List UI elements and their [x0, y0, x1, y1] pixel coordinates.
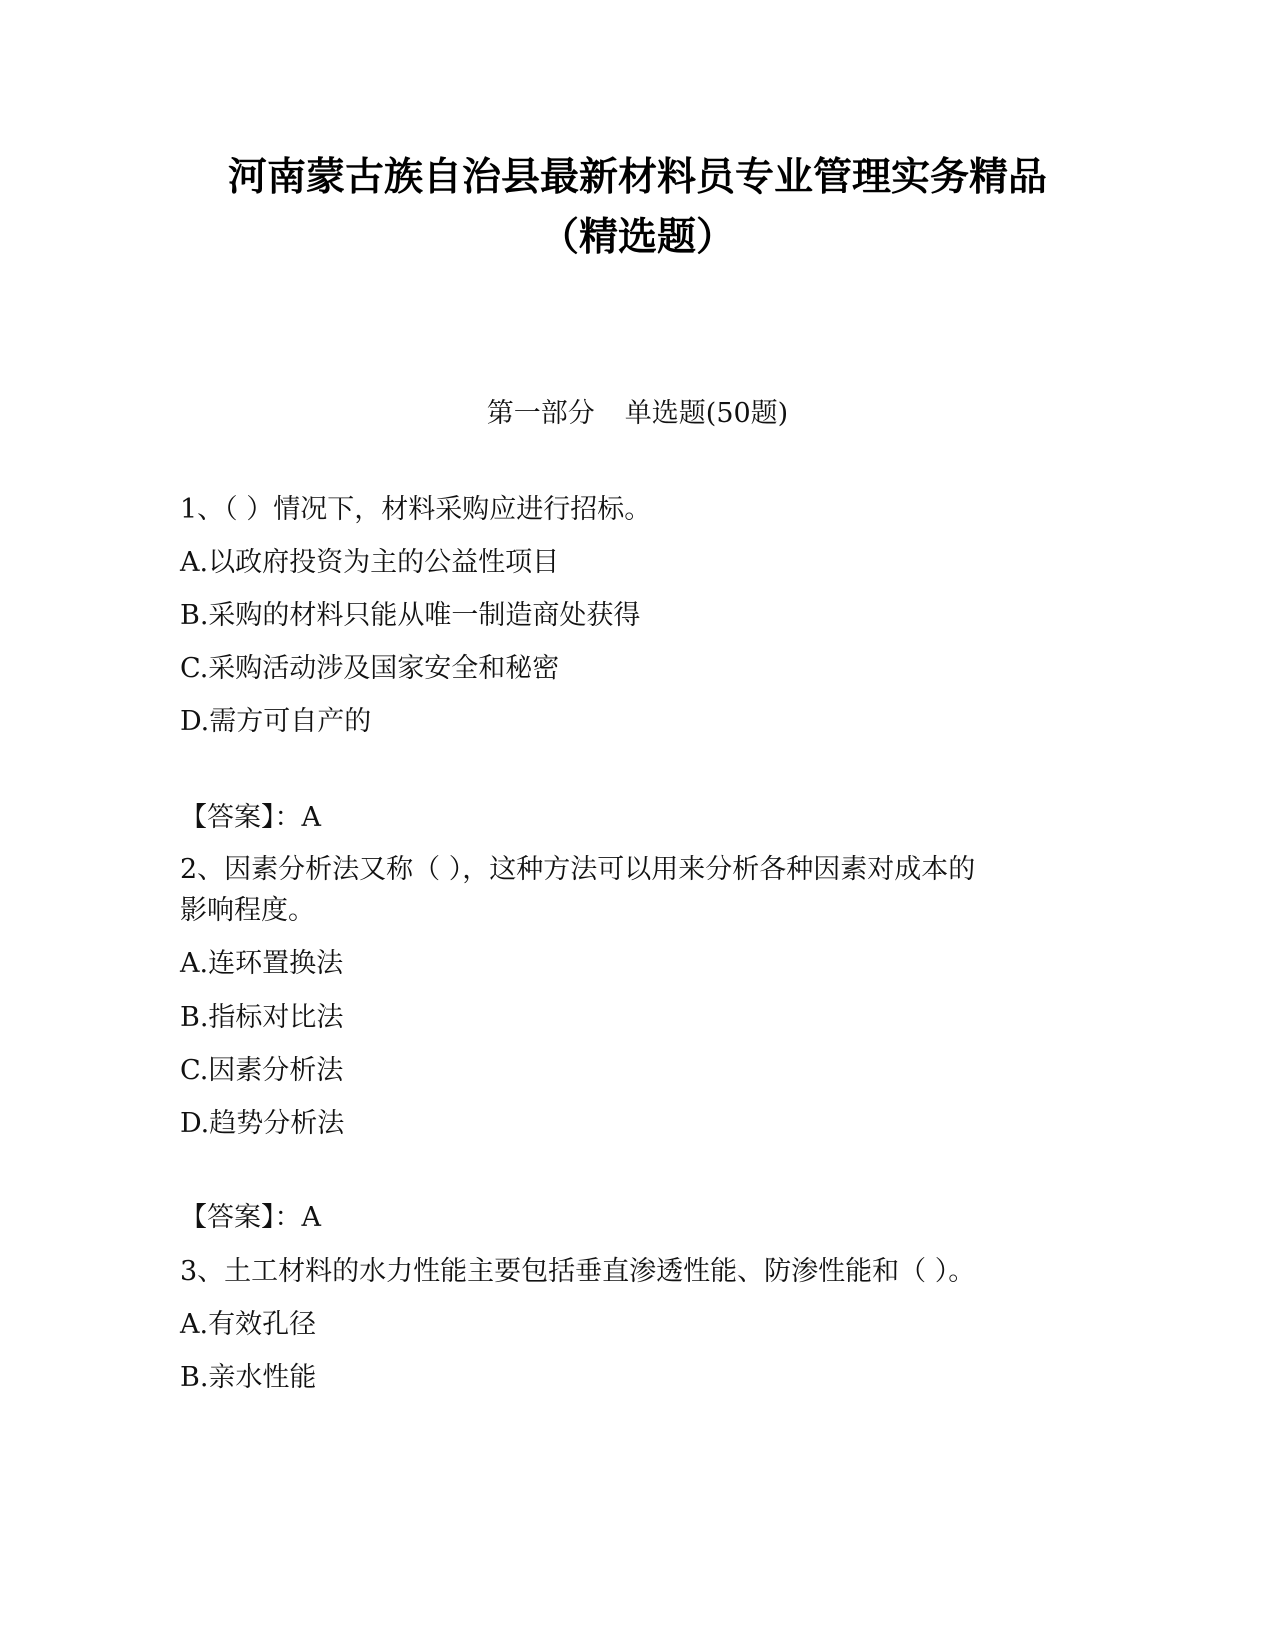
question-2-option-a: A.连环置换法	[180, 948, 344, 979]
question-1-option-d: D.需方可自产的	[180, 706, 372, 737]
question-2-option-b: B.指标对比法	[180, 1002, 344, 1033]
document-title	[130, 148, 1145, 268]
question-3-option-b: B.亲水性能	[180, 1362, 317, 1393]
question-3-option-a: A.有效孔径	[180, 1309, 317, 1340]
title-line-2: （精选题）	[539, 215, 735, 260]
question-1-option-c: C.采购活动涉及国家安全和秘密	[180, 653, 560, 684]
question-3-stem: 3、土工材料的水力性能主要包括垂直渗透性能、防渗性能和（ ）。	[180, 1256, 976, 1287]
title-line-1: 河南蒙古族自治县最新材料员专业管理实务精品	[227, 155, 1047, 200]
question-2-stem-line-2: 影响程度。	[180, 895, 315, 926]
question-1-option-b: B.采购的材料只能从唯一制造商处获得	[180, 600, 641, 631]
section-part: 第一部分	[486, 398, 595, 429]
section-name: 单选题(50题)	[624, 398, 789, 429]
question-1-option-a: A.以政府投资为主的公益性项目	[180, 547, 560, 578]
question-1-answer: 【答案】：A	[180, 802, 321, 833]
section-heading	[0, 392, 1275, 436]
question-2-option-d: D.趋势分析法	[180, 1108, 345, 1139]
question-2-answer: 【答案】：A	[180, 1202, 321, 1233]
question-1-stem: 1、（ ）情况下，材料采购应进行招标。	[180, 494, 652, 525]
question-2-option-c: C.因素分析法	[180, 1055, 344, 1086]
question-2-stem-line-1: 2、因素分析法又称（ ），这种方法可以用来分析各种因素对成本的	[180, 854, 976, 885]
